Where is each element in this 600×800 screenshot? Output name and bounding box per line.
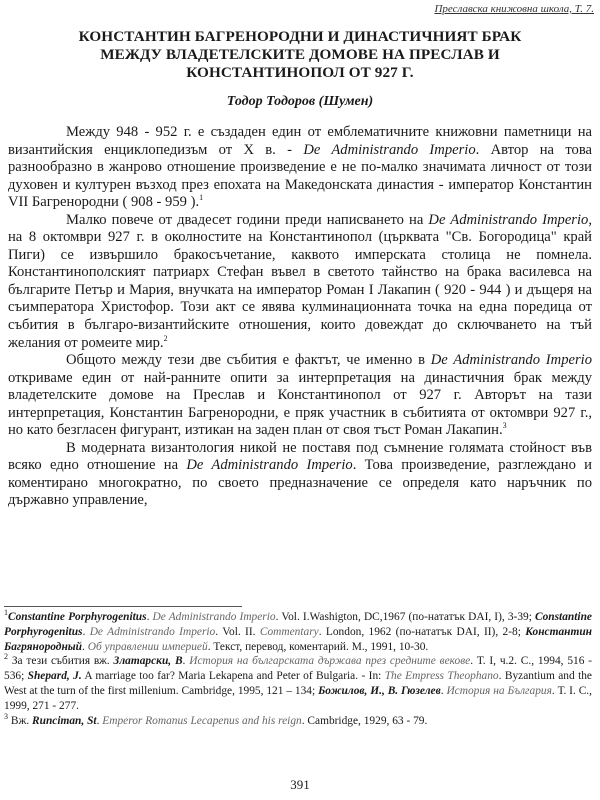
cited-author: Златарски, В: [113, 655, 183, 668]
page-number: 391: [290, 777, 310, 792]
footnote-ref: 1: [199, 193, 204, 203]
italic-title: De Administrando Imperio: [430, 352, 592, 369]
footnote-ref: 3: [502, 421, 507, 431]
title-line: КОНСТАНТИН БАГРЕНОРОДНИ И ДИНАСТИЧНИЯТ БРАК: [78, 28, 522, 45]
paragraph: Малко повече от двадесет години преди написването на De Administrando Imperio, на 8 октомври 927 г. в околностите на Константинопол (църквата "Св. Богородица" край Пиги) се извършило бракосъчетание, каквото имперската столица не помнела. Константинополският патриарх Стефан въвел в светото тайнство на брака василевса на българите Петър и Мария, внучката на император Роман I Лакапин ( 920 - 944 ) и дъщеря на съимператора Христофор. Този акт се явява кулминационната точка на една поредица от събития в българо-византийските отношения, които довеждат до сключването на тъй желания от ромеите мир.$^2$: [8, 211, 592, 351]
italic-title: The Empress Theophano: [384, 670, 499, 683]
cited-author: Constantine Porphyrogenitus: [8, 611, 147, 623]
footnotes: [4, 610, 592, 728]
footnote-number: 1: [4, 608, 8, 618]
cited-author: Shepard, J.: [27, 670, 82, 683]
italic-title: De Administrando Imperio: [303, 141, 476, 158]
title-line: КОНСТАНТИНОПОЛ ОТ 927 Г.: [186, 64, 414, 81]
cited-author: Божилов, И., В. Гюзелев: [318, 684, 441, 697]
footnote: $^1$Constantine Porphyrogenitus. De Administrando Imperio. Vol. I.Washigton, DC,1967 (по-нататък DAI, I), 3-39; Constantine Porphyrogenitus. De Administrando Imperio. Vol. II. Commentary. London, 1962 (по-нататък DAI, II), 2-8; Константин Багрянородный. Об управлении империей. Текст, перевод, коментарий. М., 1991, 10-30.: [4, 608, 592, 653]
cited-author: Константин Багрянородный: [4, 625, 592, 653]
italic-title: Emperor Romanus Lecapenus and his reign: [102, 714, 302, 727]
italic-title: De Administrando Imperio: [186, 457, 353, 474]
title-line: МЕЖДУ ВЛАДЕТЕЛСКИТЕ ДОМОВЕ НА ПРЕСЛАВ И: [100, 46, 500, 63]
footnote: $^3$ Вж. Runciman, St. Emperor Romanus Lecapenus and his reign. Cambridge, 1929, 63 - 79.: [4, 711, 428, 727]
body-text: [8, 124, 592, 510]
author-byline: Тодор Тодоров (Шумен): [226, 94, 374, 109]
footnote-number: 3: [4, 711, 8, 721]
italic-title: Commentary: [259, 625, 319, 638]
italic-title: Об управлении империей: [87, 640, 208, 653]
italic-title: История на българската държава през средните векове: [189, 655, 471, 668]
article-title: [20, 28, 580, 82]
footnote-ref: 2: [163, 333, 168, 343]
italic-title: De Administrando Imperio: [89, 625, 216, 638]
footnote-separator: [4, 606, 242, 608]
running-head: Преславска книжовна школа, Т. 7.: [434, 3, 594, 15]
footnote-number: 2: [4, 652, 8, 662]
paragraph: Общото между тези две събития е фактът, че именно в De Administrando Imperio откриваме един от най-ранните опити за интерпретация на династичния брак между владетелските домове на Преслав и Константинопол от 927 г. Авторът на тази интерпретация, Константин Багренородни, е пряк участник в събитията от октомври 927 г., но като безгласен фигурант, изтикан на заден план от своя тъст Роман Лакапин.$^3$: [8, 352, 592, 439]
paragraph: Между 948 - 952 г. е създаден един от емблематичните книжовни паметници на византийския енциклопедизъм от X в. - De Administrando Imperio. Автор на това разнообразно в жанрово отношение произведение е не по-малко значимата личност от този духовен и културен възход през епохата на Македонската династия - император Константин VII Багренородни ( 908 - 959 ).$^1$: [8, 124, 592, 211]
italic-title: De Administrando Imperio: [428, 211, 589, 228]
cited-author: Constantine Porphyrogenitus: [4, 611, 592, 638]
footnote: $^2$ За тези събития вж. Златарски, В. История на българската държава през средните векове. Т. I, ч.2. С., 1994, 516 - 536; Shepard, J. A marriage too far? Maria Lekapena and Peter of Bulgaria. - In: The Empress Theophano. Byzantium and the West at the turn of the first millenium. Cambridge, 1995, 121 – 134; Божилов, И., В. Гюзелев. История на България. Т. I. С., 1999, 271 - 277.: [4, 652, 593, 712]
paragraph: В модерната византология никой не поставя под съмнение голямата стойност във всяко едно отношение на De Administrando Imperio. Това произведение, разглеждано и коментирано многократно, по своето предназначение се определя като наръчник по държавно управление,: [8, 439, 592, 509]
cited-author: Runciman, St: [32, 714, 97, 727]
italic-title: История на България: [446, 684, 552, 697]
italic-title: De Administrando Imperio: [152, 611, 276, 623]
